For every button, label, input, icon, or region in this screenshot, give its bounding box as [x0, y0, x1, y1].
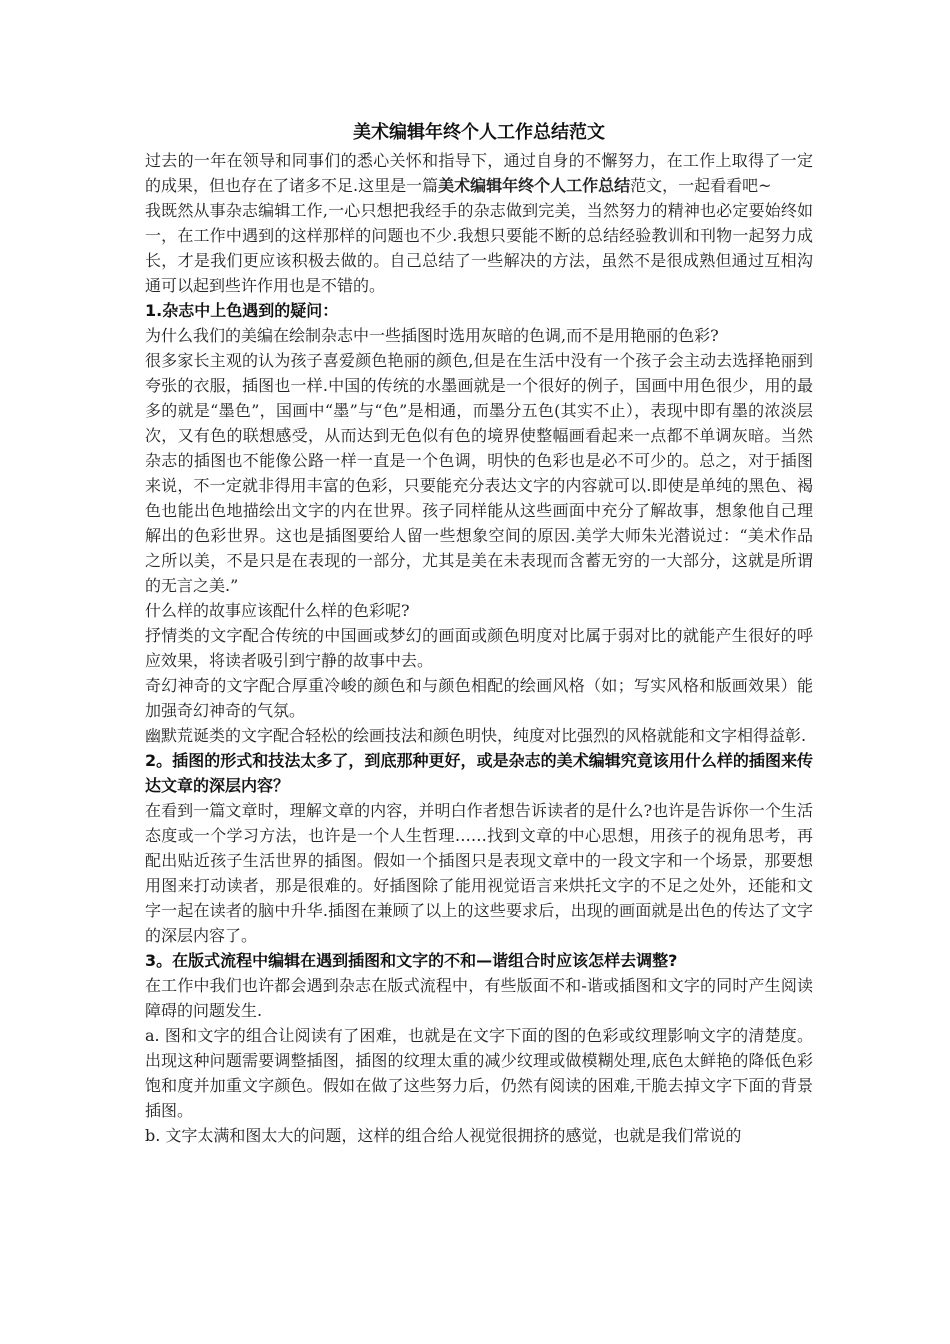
paragraph: 我既然从事杂志编辑工作,一心只想把我经手的杂志做到完美，当然努力的精神也必定要始终如一，在工作中遇到的这样那样的问题也不少.我想只要能不断的总结经验教训和刊物一起努力成长，才是我们更应该积极去做的。自己总结了一些解决的方法，虽然不是很成熟但通过互相沟通可以起到些许作用也是不错的。	[145, 201, 813, 295]
intro-bold-phrase: 美术编辑年终个人工作总结	[438, 176, 631, 195]
section-heading-1: 1.杂志中上色遇到的疑问：	[145, 301, 339, 320]
section-heading-2: 2。插图的形式和技法太多了，到底那种更好，或是杂志的美术编辑究竟该用什么样的插图来传达文章的深层内容？	[145, 751, 813, 795]
paragraph: b. 文字太满和图太大的问题，这样的组合给人视觉很拥挤的感觉，也就是我们常说的	[145, 1126, 742, 1145]
paragraph: 在看到一篇文章时，理解文章的内容，并明白作者想告诉读者的是什么?也许是告诉你一个生活态度或一个学习方法，也许是一个人生哲理……找到文章的中心思想，用孩子的视角思考，再配出贴近孩子生活世界的插图。假如一个插图只是表现文章中的一段文字和一个场景，那要想用图来打动读者，那是很难的。好插图除了能用视觉语言来烘托文字的不足之处外，还能和文字一起在读者的脑中升华.插图在兼顾了以上的这些要求后，出现的画面就是出色的传达了文字的深层内容了。	[145, 801, 813, 945]
paragraph: 什么样的故事应该配什么样的色彩呢?	[145, 601, 410, 620]
paragraph: 抒情类的文字配合传统的中国画或梦幻的画面或颜色明度对比属于弱对比的就能产生很好的呼应效果，将读者吸引到宁静的故事中去。	[145, 626, 813, 670]
paragraph: 在工作中我们也许都会遇到杂志在版式流程中，有些版面不和-谐或插图和文字的同时产生阅读障碍的问题发生.	[145, 976, 813, 1020]
paragraph: 幽默荒诞类的文字配合轻松的绘画技法和颜色明快，纯度对比强烈的风格就能和文字相得益彰.	[145, 726, 807, 745]
paragraph: 为什么我们的美编在绘制杂志中一些插图时选用灰暗的色调,而不是用艳丽的色彩?	[145, 326, 719, 345]
paragraph: 奇幻神奇的文字配合厚重冷峻的颜色和与颜色相配的绘画风格（如；写实风格和版画效果）能加强奇幻神奇的气氛。	[145, 676, 813, 720]
paragraph: a. 图和文字的组合让阅读有了困难，也就是在文字下面的图的色彩或纹理影响文字的清楚度。出现这种问题需要调整插图，插图的纹理太重的减少纹理或做模糊处理,底色太鲜艳的降低色彩饱和度并加重文字颜色。假如在做了这些努力后，仍然有阅读的困难,干脆去掉文字下面的背景插图。	[145, 1026, 813, 1120]
document-page	[145, 118, 813, 1148]
paragraph: 很多家长主观的认为孩子喜爱颜色艳丽的颜色,但是在生活中没有一个孩子会主动去选择艳丽到夸张的衣服，插图也一样.中国的传统的水墨画就是一个很好的例子，国画中用色很少，用的最多的就是“墨色”，国画中“墨”与“色”是相通，而墨分五色(其实不止），表现中即有墨的浓淡层次，又有色的联想感受，从而达到无色似有色的境界使整幅画看起来一点都不单调灰暗。当然杂志的插图也不能像公路一样一直是一个色调，明快的色彩也是必不可少的。总之，对于插图来说，不一定就非得用丰富的色彩，只要能充分表达文字的内容就可以.即使是单纯的黑色、褐色也能出色地描绘出文字的内在世界。孩子同样能从这些画面中充分了解故事，想象他自己理解出的色彩世界。这也是插图要给人留一些想象空间的原因.美学大师朱光潜说过：“美术作品之所以美，不是只是在表现的一部分，尤其是美在未表现而含蓄无穷的一大部分，这就是所谓的无言之美.”	[145, 351, 813, 595]
document-title: 美术编辑年终个人工作总结范文	[353, 122, 605, 143]
section-heading-3: 3。在版式流程中编辑在遇到插图和文字的不和—谐组合时应该怎样去调整?	[145, 951, 678, 970]
intro-text-after: 范文，一起看看吧~	[630, 176, 772, 195]
intro-text-before: 过去的一年在领导和同事们的悉心关怀和指导下，通过自身的不懈努力，在工作上取得了一定的成果，但也存在了诸多不足.这里是一篇	[145, 151, 813, 195]
intro-paragraph	[145, 148, 813, 198]
